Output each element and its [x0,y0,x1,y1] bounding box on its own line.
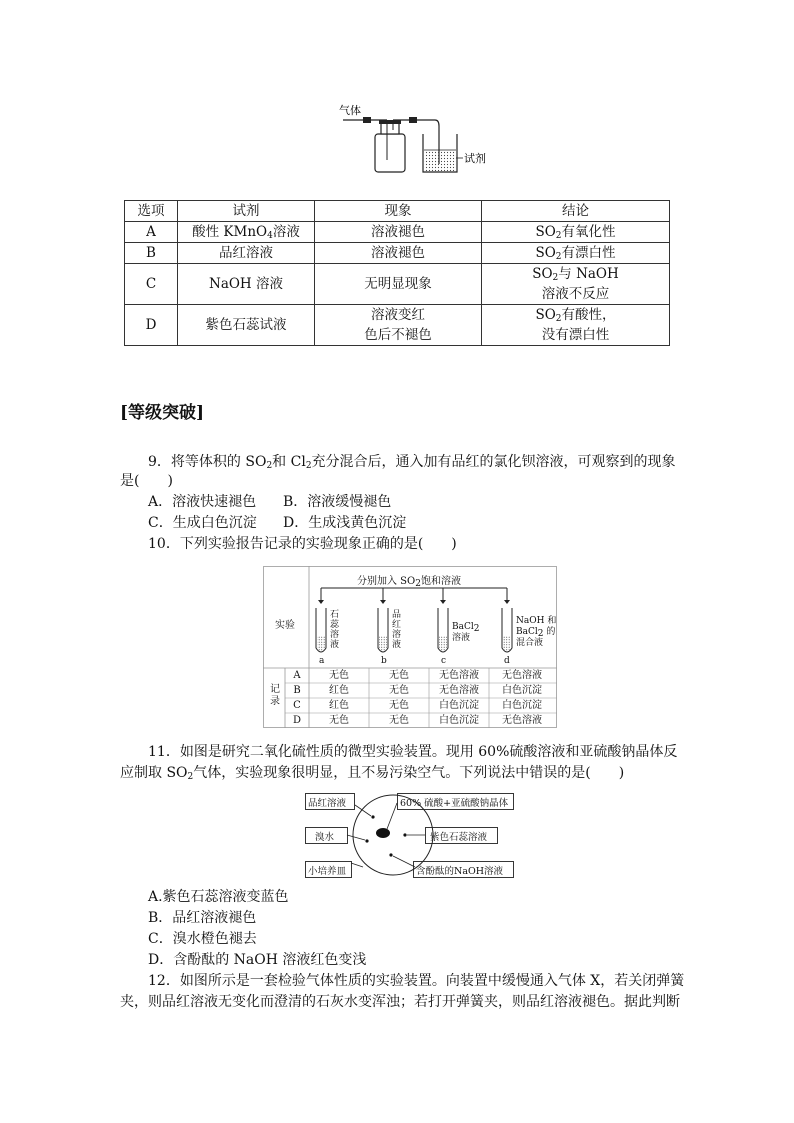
q9-option-b: B．溶液缓慢褪色 [283,494,392,510]
q9-stem-line1: 9．将等体积的 $SO_2$和 $Cl_2$充分混合后，通入加有品红的氯化钡溶液，可观察到的现象 [148,454,676,471]
record-row: D 无色 无色 白色沉淀 无色溶液 [292,715,542,726]
table-row [125,264,670,305]
col-header: 现象 [315,201,482,222]
label-dish: 小培养皿 [308,866,347,877]
label-pinhong: 品红溶液 [308,798,347,809]
so2-options-table [124,200,670,346]
record-row: B 红色 无色 无色溶液 白色沉淀 [293,685,542,696]
q11-stem-line1: 11．如图是研究二氧化硫性质的微型实验装置。现用 60%硫酸溶液和亚硫酸钠晶体反 [148,744,678,760]
q10-record-table [285,668,555,728]
record-row: A 无色 无色 无色溶液 无色溶液 [293,670,542,681]
table-row [125,305,670,346]
q9-option-a: A．溶液快速褪色 [148,494,257,510]
label-naoh: 含酚酞的NaOH溶液 [416,866,504,877]
reagent-cell: 酸性 KMnO$_4$溶液 [178,222,315,243]
tube-d-letter: d [504,656,510,666]
label-litmus: 紫色石蕊溶液 [430,832,488,843]
label-bromine: 溴水 [315,832,335,843]
phenomenon-cell: 溶液褪色 [315,243,482,264]
table-header-row [125,201,670,222]
gas-label: 气体 [339,104,361,117]
table-row [125,222,670,243]
tube-c-letter: c [441,656,447,666]
q11-option-a: A.紫色石蕊溶液变蓝色 [148,889,289,905]
reagent-cell: NaOH 溶液 [178,264,315,305]
phenomenon-cell: 溶液褪色 [315,222,482,243]
reagent-cell: 紫色石蕊试液 [178,305,315,346]
record-row: C 红色 无色 白色沉淀 白色沉淀 [293,700,542,711]
phenomenon-cell: 溶液变红 色后不褪色 [315,305,482,346]
q10-stem: 10．下列实验报告记录的实验现象正确的是( ) [148,536,457,552]
q12-stem-line2: 夹，则品红溶液无变化而澄清的石灰水变浑浊；若打开弹簧夹，则品红溶液褪色。据此判断 [120,994,680,1010]
q10-record-label: 记录 [270,684,280,707]
col-header: 结论 [482,201,670,222]
q11-stem-line2: 应制取 $SO_2$气体，实验现象很明显，且不易污染空气。下列说法中错误的是( ) [120,765,625,782]
q10-experiment-figure [263,566,557,728]
tube-a-label: 石蕊溶液 [330,610,340,650]
q10-experiment-label: 实验 [275,620,295,631]
q9-stem-line2: 是( ) [120,473,173,489]
q10-top-label: 分别加入 $SO_2$饱和溶液 [357,576,461,589]
conclusion-cell: $SO_2$有漂白性 [482,243,670,264]
q12-stem-line1: 12．如图所示是一套检验气体性质的实验装置。向装置中缓慢通入气体 X，若关闭弹簧 [148,973,685,989]
option-cell: A [125,222,178,243]
conclusion-cell: $SO_2$有氧化性 [482,222,670,243]
label-acid: 60% 硫酸+亚硫酸钠晶体 [400,798,509,809]
tube-b-label: 品红溶液 [392,610,402,650]
reagent-cell: 品红溶液 [178,243,315,264]
phenomenon-cell: 无明显现象 [315,264,482,305]
col-header: 选项 [125,201,178,222]
reagent-label: 试剂 [464,152,486,165]
gas-apparatus-diagram [335,100,495,178]
tube-a-letter: a [319,656,325,666]
col-header: 试剂 [178,201,315,222]
q9-option-c: C．生成白色沉淀 [148,515,257,531]
tube-d-label: NaOH 和 BaCl$_2$ 的 混合液 [516,616,557,648]
q9-option-d: D．生成浅黄色沉淀 [283,515,407,531]
tube-b-letter: b [381,656,387,666]
option-cell: C [125,264,178,305]
table-row [125,243,670,264]
option-cell: D [125,305,178,346]
q11-option-b: B．品红溶液褪色 [148,910,257,926]
section-heading: [等级突破] [120,403,205,423]
conclusion-cell: $SO_2$与 NaOH 溶液不反应 [482,264,670,305]
q11-option-c: C．溴水橙色褪去 [148,931,257,947]
option-cell: B [125,243,178,264]
q11-apparatus-figure [305,791,515,879]
q11-option-d: D．含酚酞的 NaOH 溶液红色变浅 [148,952,367,968]
conclusion-cell: $SO_2$有酸性， 没有漂白性 [482,305,670,346]
tube-c-label: BaCl$_2$ 溶液 [452,622,480,643]
